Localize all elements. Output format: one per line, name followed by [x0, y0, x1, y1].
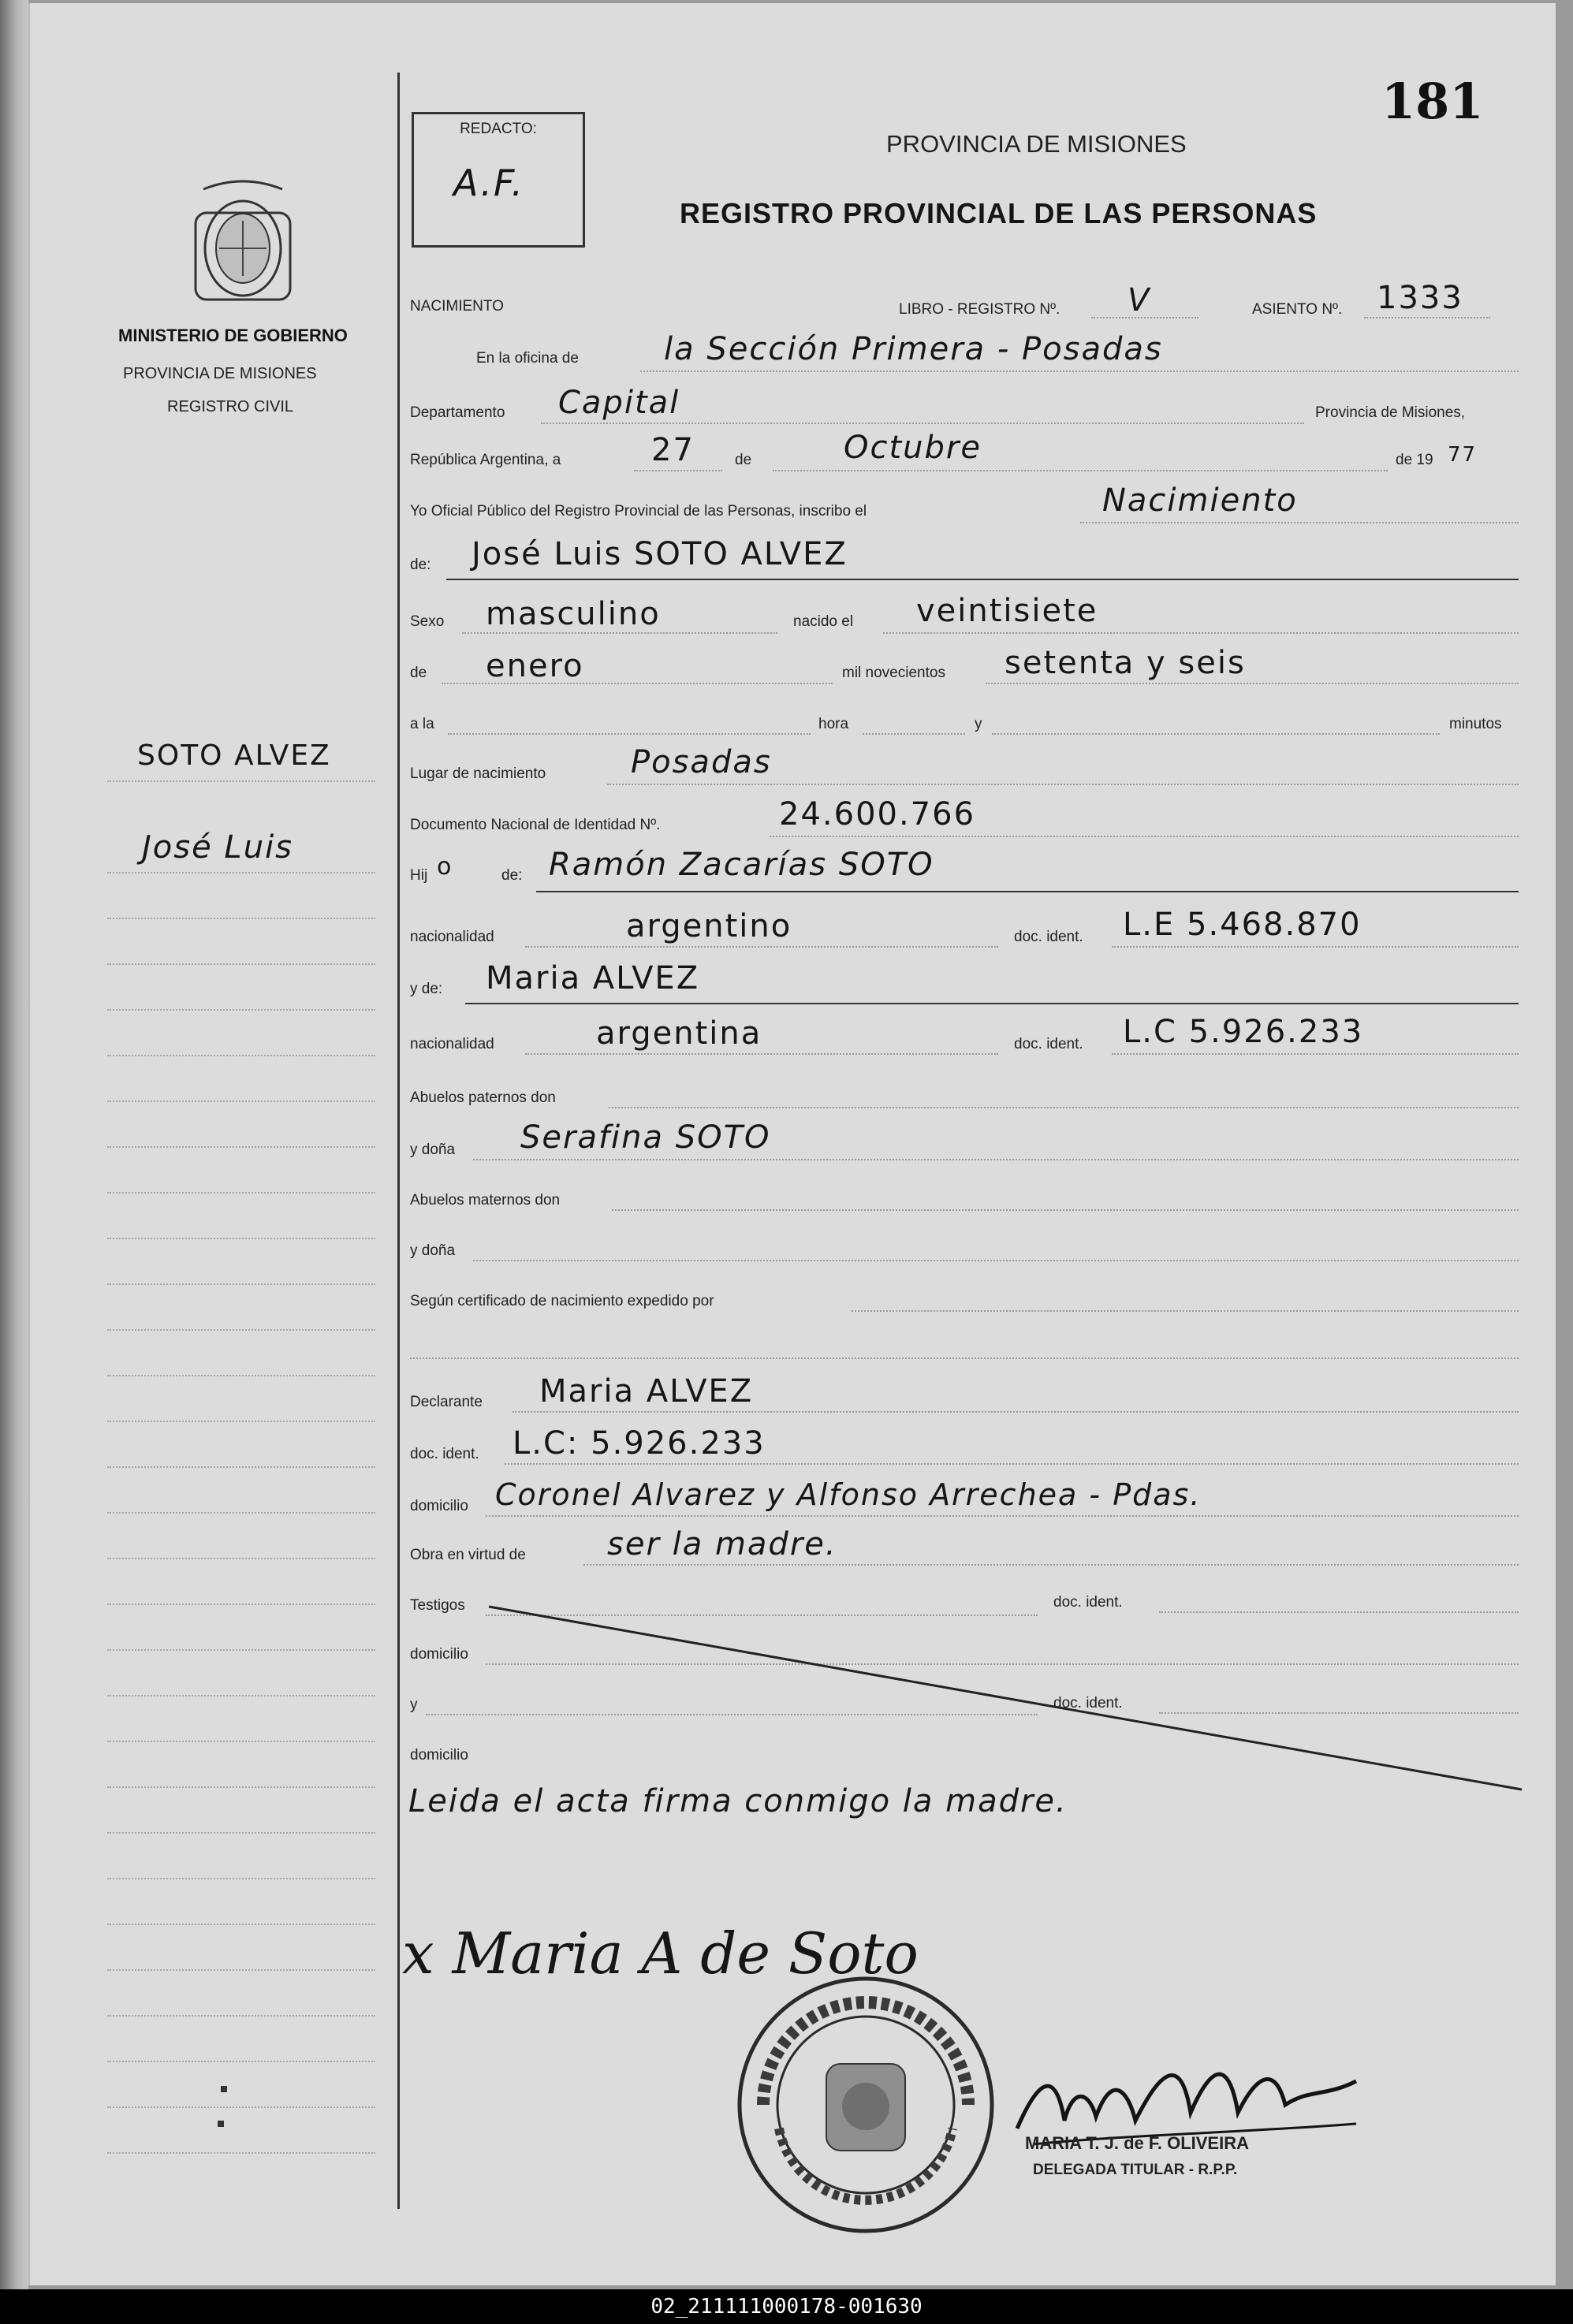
asiento-label: ASIENTO Nº. — [1252, 301, 1343, 318]
book-binding — [0, 0, 28, 2324]
domicilio-value: Coronel Alvarez y Alfonso Arrechea - Pdas. — [495, 1477, 1202, 1512]
abuelos-pat-label: Abuelos paternos don — [410, 1089, 556, 1106]
lugar-label: Lugar de nacimiento — [410, 765, 546, 782]
madre-value: Maria ALVEZ — [486, 960, 700, 996]
y-de-label: y de: — [410, 981, 443, 997]
padre-doc-label: doc. ident. — [1014, 929, 1083, 945]
de-nombre-label: de: — [410, 557, 431, 573]
lugar-value: Posadas — [631, 744, 772, 780]
madre-doc-label: doc. ident. — [1014, 1036, 1083, 1052]
redacto-value: A.F. — [453, 162, 525, 204]
testigo1-doc-label: doc. ident. — [1053, 1594, 1123, 1611]
testigos-label: Testigos — [410, 1597, 465, 1614]
obra-value: ser la madre. — [607, 1526, 837, 1562]
testigo2-domicilio-label: domicilio — [410, 1747, 468, 1763]
oficina-label: En la oficina de — [476, 350, 579, 367]
sidebar-ministry: MINISTERIO DE GOBIERNO — [118, 326, 348, 345]
coat-of-arms-seal — [180, 173, 306, 315]
header-registry: REGISTRO PROVINCIAL DE LAS PERSONAS — [680, 197, 1318, 229]
a-la-label: a la — [410, 716, 434, 732]
republica-label: República Argentina, a — [410, 452, 561, 468]
mother-signature: x Maria A de Soto — [402, 1920, 919, 1987]
hijo-label: Hij — [410, 867, 428, 884]
sexo-value: masculino — [486, 596, 661, 632]
oficina-value: la Sección Primera - Posadas — [664, 331, 1163, 367]
dia-value: 27 — [651, 432, 695, 468]
dni-label: Documento Nacional de Identidad Nº. — [410, 817, 661, 833]
testigo2-y-label: y — [410, 1696, 418, 1713]
testigo1-domicilio-label: domicilio — [410, 1646, 468, 1663]
leida-value: Leida el acta firma conmigo la madre. — [408, 1783, 1068, 1819]
hijo-suffix: o — [437, 853, 453, 881]
obra-label: Obra en virtud de — [410, 1547, 526, 1563]
inscribo-value: Nacimiento — [1102, 482, 1298, 519]
sidebar-surname: SOTO ALVEZ — [137, 739, 331, 772]
madre-nac-value: argentina — [596, 1015, 762, 1052]
minutos-label: minutos — [1449, 716, 1502, 732]
redacto-box — [412, 112, 585, 248]
domicilio-label: domicilio — [410, 1498, 468, 1514]
mes-value: Octubre — [844, 430, 982, 466]
sidebar-province: PROVINCIA DE MISIONES — [123, 365, 317, 382]
hijo-de-label: de: — [501, 867, 523, 884]
declarante-label: Declarante — [410, 1394, 483, 1410]
form-divider — [397, 73, 400, 2209]
archive-footer — [0, 2289, 1573, 2324]
y-dona2-label: y doña — [410, 1242, 456, 1259]
official-name: MARIA T. J. de F. OLIVEIRA — [1025, 2133, 1249, 2153]
decl-doc-value: L.C: 5.926.233 — [513, 1425, 766, 1462]
anio-value: 77 — [1448, 443, 1478, 467]
official-stamp — [732, 1971, 1000, 2239]
padre-value: Ramón Zacarías SOTO — [549, 847, 934, 883]
abuela-pat-value: Serafina SOTO — [520, 1119, 771, 1156]
nombre-value: José Luis SOTO ALVEZ — [472, 536, 848, 572]
stray-mark — [218, 2121, 224, 2127]
asiento-value: 1333 — [1377, 280, 1463, 316]
page-number: 181 — [1381, 73, 1484, 130]
act-type-label: NACIMIENTO — [410, 298, 504, 315]
decl-doc-label: doc. ident. — [410, 1446, 479, 1462]
cancel-stroke — [481, 1600, 1530, 1797]
sidebar-given-names: José Luis — [142, 829, 294, 866]
archive-id: 02_211111000178-001630 — [650, 2295, 923, 2318]
yo-oficial-label: Yo Oficial Público del Registro Provincial de las Personas, inscribo el — [410, 503, 867, 520]
madre-doc-value: L.C 5.926.233 — [1123, 1014, 1364, 1050]
nacido-value: veintisiete — [916, 593, 1098, 629]
mes-nac-value: enero — [486, 648, 584, 684]
padre-nac-value: argentino — [626, 908, 792, 944]
hora-label: hora — [818, 716, 849, 732]
departamento-label: Departamento — [410, 404, 505, 421]
official-title: DELEGADA TITULAR - R.P.P. — [1033, 2162, 1238, 2178]
y-dona-label: y doña — [410, 1142, 456, 1158]
nacionalidad-label: nacionalidad — [410, 929, 494, 945]
libro-label: LIBRO - REGISTRO Nº. — [899, 301, 1060, 318]
departamento-value: Capital — [558, 385, 680, 421]
de2-label: de — [410, 665, 427, 681]
nacido-label: nacido el — [793, 613, 854, 630]
abuelos-mat-label: Abuelos maternos don — [410, 1192, 561, 1209]
redacto-label: REDACTO: — [460, 121, 537, 137]
declarante-value: Maria ALVEZ — [539, 1373, 754, 1410]
padre-doc-value: L.E 5.468.870 — [1123, 907, 1362, 943]
testigo2-doc-label: doc. ident. — [1053, 1695, 1123, 1711]
stray-mark — [221, 2086, 227, 2092]
y-label: y — [975, 716, 982, 732]
anio-nac-value: setenta y seis — [1005, 645, 1246, 681]
header-province: PROVINCIA DE MISIONES — [886, 130, 1187, 158]
de-label: de — [735, 452, 752, 468]
anio-label: de 19 — [1396, 452, 1433, 468]
certificado-label: Según certificado de nacimiento expedido por — [410, 1293, 714, 1309]
sidebar-office: REGISTRO CIVIL — [167, 398, 294, 415]
mil-label: mil novecientos — [842, 665, 945, 681]
libro-value: V — [1128, 282, 1151, 318]
dni-value: 24.600.766 — [779, 796, 976, 832]
provincia-label: Provincia de Misiones, — [1315, 404, 1466, 421]
nacionalidad2-label: nacionalidad — [410, 1036, 494, 1052]
sexo-label: Sexo — [410, 613, 445, 630]
